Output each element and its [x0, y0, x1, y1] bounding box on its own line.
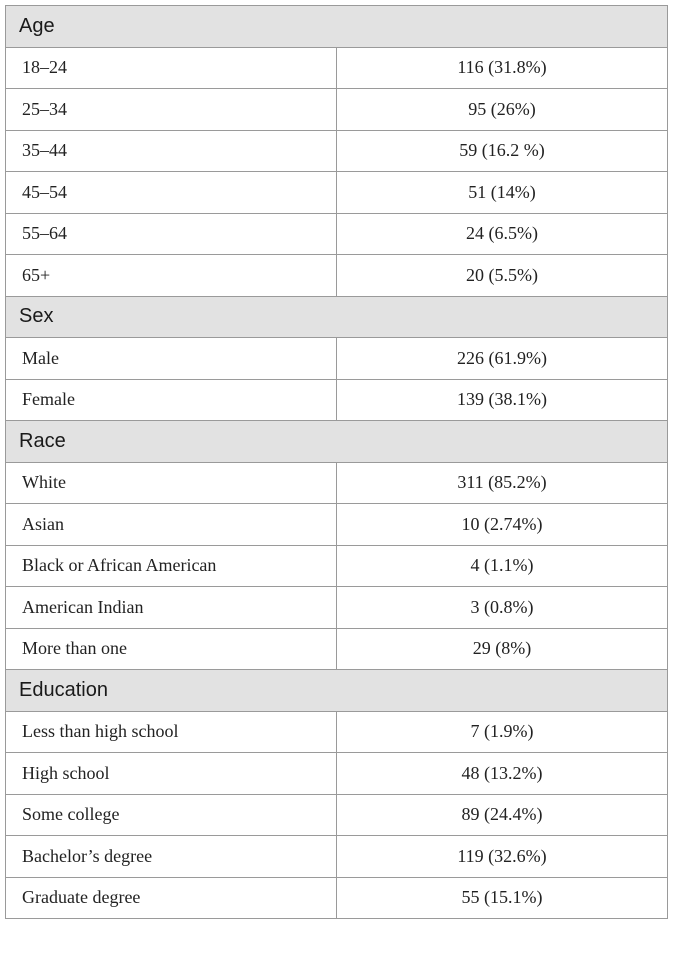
row-value: 24 (6.5%)	[337, 213, 668, 255]
row-label: American Indian	[6, 587, 337, 629]
section-title: Sex	[6, 296, 668, 338]
row-value: 48 (13.2%)	[337, 753, 668, 795]
row-label: Less than high school	[6, 711, 337, 753]
table-row	[6, 255, 668, 297]
row-label: High school	[6, 753, 337, 795]
row-value: 116 (31.8%)	[337, 47, 668, 89]
table-row	[6, 587, 668, 629]
table-row	[6, 877, 668, 919]
row-value: 119 (32.6%)	[337, 836, 668, 878]
section-title: Education	[6, 670, 668, 712]
row-value: 89 (24.4%)	[337, 794, 668, 836]
row-value: 3 (0.8%)	[337, 587, 668, 629]
row-value: 55 (15.1%)	[337, 877, 668, 919]
table-body	[6, 6, 668, 919]
table-row	[6, 753, 668, 795]
table-row	[6, 836, 668, 878]
row-value: 59 (16.2 %)	[337, 130, 668, 172]
row-label: 65+	[6, 255, 337, 297]
row-label: Male	[6, 338, 337, 380]
demographics-table	[5, 5, 668, 919]
row-value: 4 (1.1%)	[337, 545, 668, 587]
table-row	[6, 47, 668, 89]
section-header-row	[6, 296, 668, 338]
row-label: Some college	[6, 794, 337, 836]
table-row	[6, 130, 668, 172]
section-header-row	[6, 6, 668, 48]
table-row	[6, 379, 668, 421]
row-value: 20 (5.5%)	[337, 255, 668, 297]
table-row	[6, 711, 668, 753]
table-row	[6, 794, 668, 836]
table-row	[6, 462, 668, 504]
row-label: Black or African American	[6, 545, 337, 587]
table-row	[6, 89, 668, 131]
row-value: 311 (85.2%)	[337, 462, 668, 504]
section-title: Age	[6, 6, 668, 48]
row-label: 45–54	[6, 172, 337, 214]
row-value: 7 (1.9%)	[337, 711, 668, 753]
row-label: 18–24	[6, 47, 337, 89]
table-row	[6, 172, 668, 214]
row-label: 25–34	[6, 89, 337, 131]
table-row	[6, 213, 668, 255]
section-title: Race	[6, 421, 668, 463]
row-label: Asian	[6, 504, 337, 546]
row-label: Graduate degree	[6, 877, 337, 919]
row-label: Bachelor’s degree	[6, 836, 337, 878]
row-label: 35–44	[6, 130, 337, 172]
row-value: 139 (38.1%)	[337, 379, 668, 421]
section-header-row	[6, 670, 668, 712]
section-header-row	[6, 421, 668, 463]
row-value: 10 (2.74%)	[337, 504, 668, 546]
row-value: 51 (14%)	[337, 172, 668, 214]
table-row	[6, 504, 668, 546]
row-value: 226 (61.9%)	[337, 338, 668, 380]
table-row	[6, 545, 668, 587]
row-label: Female	[6, 379, 337, 421]
table-row	[6, 628, 668, 670]
demographics-table-container	[5, 5, 668, 919]
row-label: White	[6, 462, 337, 504]
row-value: 29 (8%)	[337, 628, 668, 670]
row-value: 95 (26%)	[337, 89, 668, 131]
table-row	[6, 338, 668, 380]
row-label: More than one	[6, 628, 337, 670]
row-label: 55–64	[6, 213, 337, 255]
